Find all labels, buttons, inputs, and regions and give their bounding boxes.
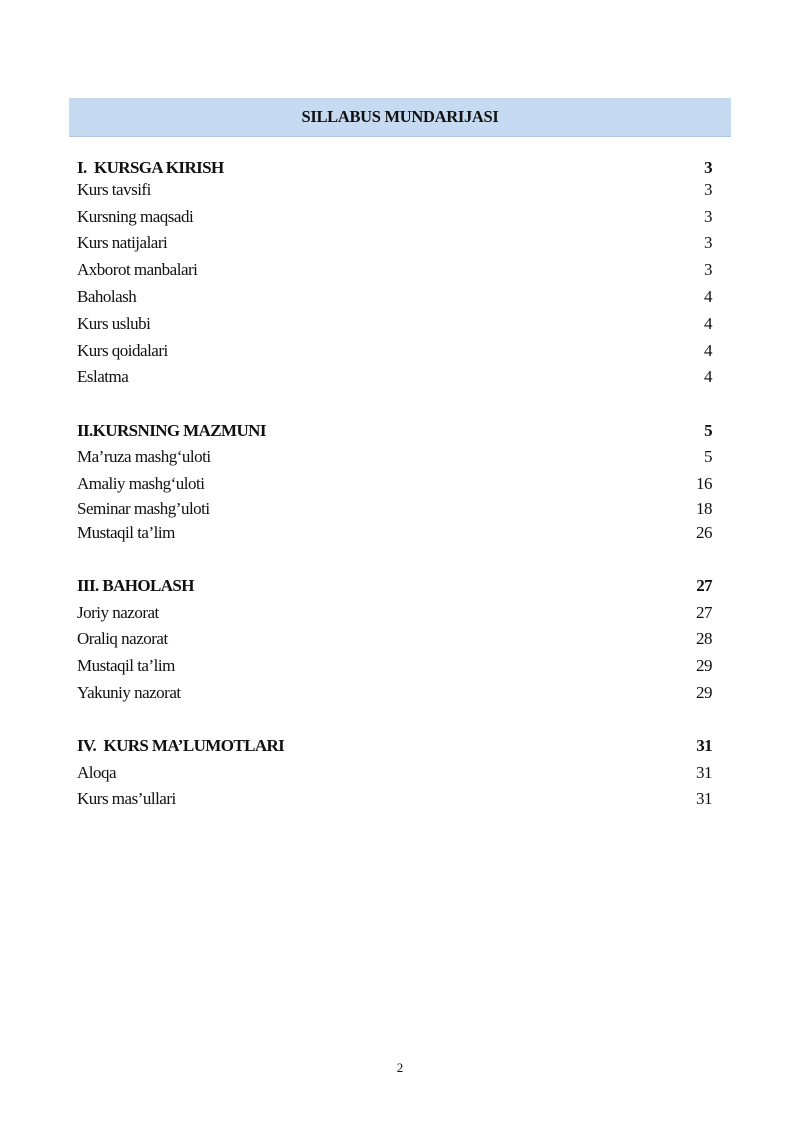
toc-item-row — [77, 473, 712, 495]
toc-entry-label: Mustaqil ta’lim — [77, 523, 175, 542]
page-number: 2 — [396, 1060, 404, 1075]
toc-entry-label: II.KURSNING MAZMUNI — [77, 421, 266, 440]
toc-entry-page: 31 — [696, 763, 712, 782]
toc-entry-page: 16 — [696, 474, 712, 493]
toc-item-row — [77, 602, 712, 624]
toc-entry-page: 29 — [696, 683, 712, 702]
toc-entry-page: 27 — [696, 603, 712, 622]
toc-entry-label: Eslatma — [77, 367, 129, 386]
toc-item-row — [77, 313, 712, 335]
toc-entry-label: Ma’ruza mashg‘uloti — [77, 447, 211, 466]
toc-entry-page: 27 — [696, 576, 712, 595]
toc-entry-page: 5 — [704, 447, 712, 466]
toc-entry-label: Joriy nazorat — [77, 603, 159, 622]
toc-entry-label: Kurs tavsifi — [77, 180, 151, 199]
toc-entry-label: Baholash — [77, 287, 137, 306]
toc-entry-page: 3 — [704, 207, 712, 226]
toc-item-row — [77, 522, 712, 544]
toc-entry-label: Kurs natijalari — [77, 233, 168, 252]
toc-item-row — [77, 179, 712, 201]
toc-entry-page: 3 — [704, 158, 712, 177]
toc-section-row — [77, 420, 712, 442]
toc-item-row — [77, 259, 712, 281]
toc-section-row — [77, 735, 712, 757]
toc-item-row — [77, 366, 712, 388]
toc-entry-page: 4 — [704, 367, 712, 386]
toc-entry-page: 3 — [704, 260, 712, 279]
toc-entry-label: Kursning maqsadi — [77, 207, 194, 226]
toc-entry-label: Kurs uslubi — [77, 314, 151, 333]
toc-entry-label: Aloqa — [77, 763, 117, 782]
toc-entry-label: I. KURSGA KIRISH — [77, 158, 224, 177]
toc-item-row — [77, 682, 712, 704]
toc-entry-label: Mustaqil ta’lim — [77, 656, 175, 675]
toc-item-row — [77, 340, 712, 362]
toc-item-row — [77, 628, 712, 650]
toc-entry-page: 3 — [704, 233, 712, 252]
toc-entry-page: 4 — [704, 314, 712, 333]
toc-entry-label: IV. KURS MA’LUMOTLARI — [77, 736, 285, 755]
toc-entry-page: 5 — [704, 421, 712, 440]
toc-entry-label: Oraliq nazorat — [77, 629, 168, 648]
toc-entry-label: Kurs qoidalari — [77, 341, 168, 360]
toc-item-row — [77, 206, 712, 228]
toc-entry-page: 3 — [704, 180, 712, 199]
toc-entry-page: 18 — [696, 499, 712, 518]
toc-item-row — [77, 446, 712, 468]
toc-section-row — [77, 575, 712, 597]
toc-entry-label: Kurs mas’ullari — [77, 789, 176, 808]
toc-entry-page: 4 — [704, 341, 712, 360]
toc-entry-label: Yakuniy nazorat — [77, 683, 181, 702]
toc-entry-page: 29 — [696, 656, 712, 675]
toc-entry-page: 31 — [696, 736, 712, 755]
toc-item-row — [77, 762, 712, 784]
toc-entry-page: 4 — [704, 287, 712, 306]
toc-item-row — [77, 286, 712, 308]
toc-heading: SILLABUS MUNDARIJASI — [69, 98, 731, 136]
toc-item-row — [77, 788, 712, 810]
toc-entry-label: Amaliy mashg‘uloti — [77, 474, 205, 493]
toc-entry-page: 31 — [696, 789, 712, 808]
toc-entry-label: III. BAHOLASH — [77, 576, 194, 595]
toc-entry-page: 28 — [696, 629, 712, 648]
toc-entry-label: Axborot manbalari — [77, 260, 198, 279]
toc-entry-page: 26 — [696, 523, 712, 542]
toc-entry-label: Seminar mashg’uloti — [77, 499, 210, 518]
toc-item-row — [77, 655, 712, 677]
toc-item-row — [77, 232, 712, 254]
toc-section-row — [77, 157, 712, 179]
toc-item-row — [77, 498, 712, 520]
